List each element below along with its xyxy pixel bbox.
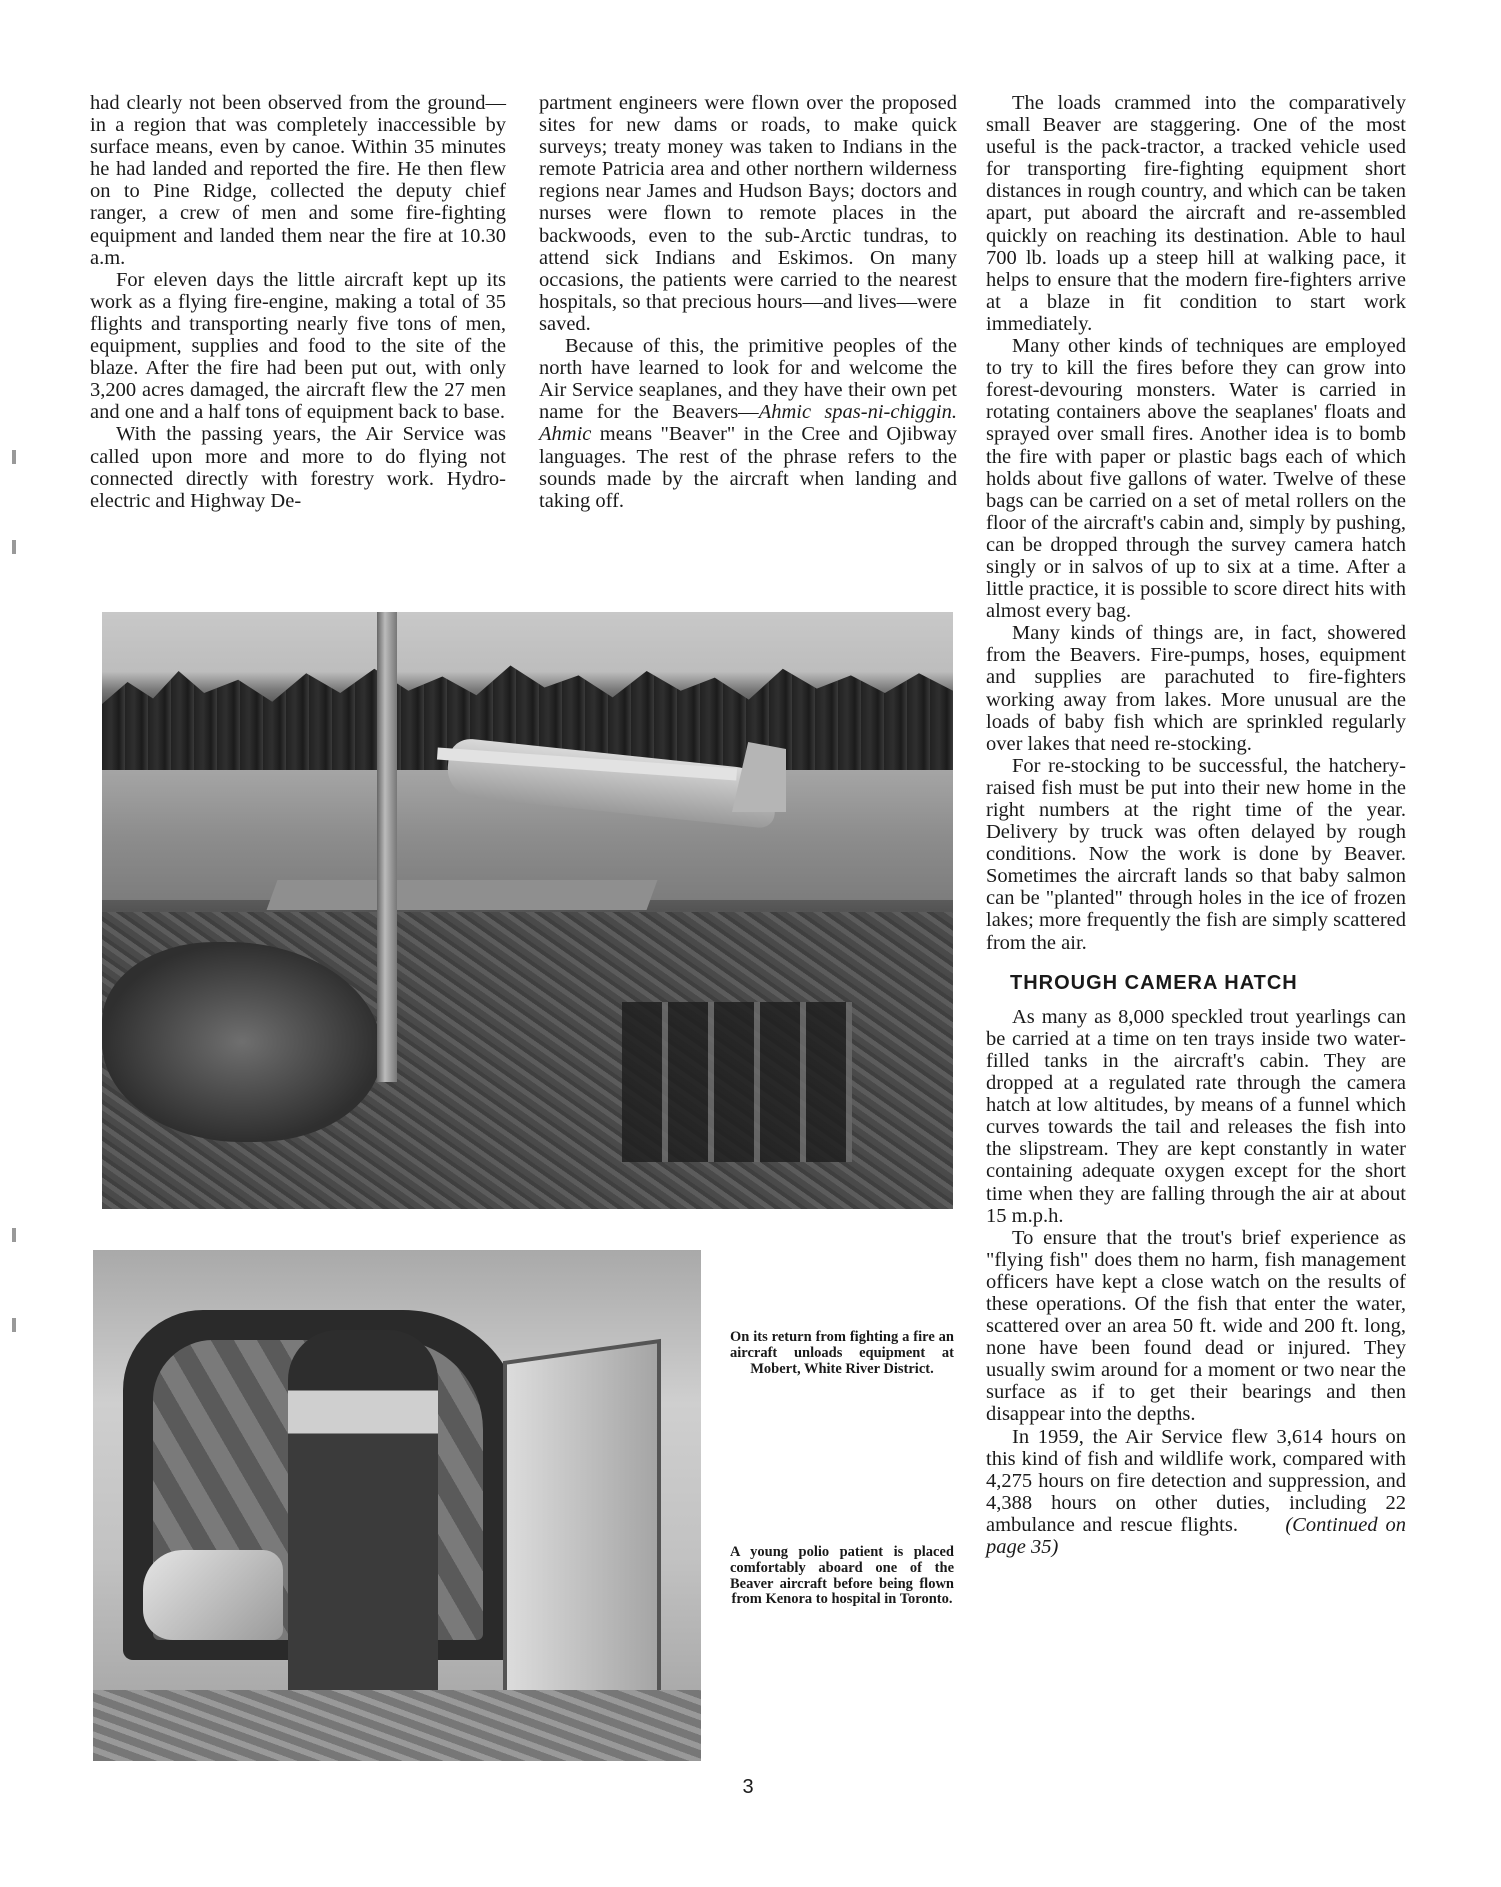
paragraph: As many as 8,000 speckled trout yearlings can be carried at a time on ten trays inside two water-filled tanks in the aircraft's cabin. They are dropped at a regulated rate through the camera hatch at low altitudes, by means of a funnel which curves towards the tail and releases the fish into the slipstream. They are kept constantly in water containing adequate oxygen except for the short time when they are falling through the air at about 15 m.p.h.: [986, 1005, 1406, 1227]
paragraph: [986, 1426, 1406, 1559]
italic-phrase: Ahmic spas-ni-chiggin.: [758, 401, 957, 424]
section-heading: THROUGH CAMERA HATCH: [1010, 971, 1298, 994]
paragraph: To ensure that the trout's brief experience as "flying fish" does them no harm, fish management officers have kept a close watch on the results of these operations. Of the fish that enter the water, scattered over an area 50 ft. wide and 200 ft. long, none have been found dead or injured. They usually swim around for a moment or two near the surface as if to get their bearings and then disappear into the depths.: [986, 1226, 1406, 1426]
paragraph: partment engineers were flown over the proposed sites for new dams or roads, to make quick surveys; treaty money was taken to Indians in the remote Patricia area and other northern wilderness regions near James and Hudson Bays; doctors and nurses were flown to remote places in the backwoods, even to the sub-Arctic tundras, to attend sick Indians and Eskimos. On many occasions, the patients were carried to the nearest hospitals, so that precious hours—and lives—were saved.: [539, 92, 957, 335]
dock: [267, 880, 658, 910]
scan-mark: [12, 1228, 16, 1242]
paragraph: With the passing years, the Air Service was called upon more and more to do flying not connected directly with forestry work. Hydro-electric and Highway De-: [90, 423, 506, 512]
paragraph: For eleven days the little aircraft kept up its work as a flying fire-engine, making a total of 35 flights and transporting nearly five tons of men, equipment, supplies and food to the site of the blaze. After the fire had been put out, with only 3,200 acres damaged, the aircraft flew the 27 men and one and a half tons of equipment back to base.: [90, 268, 506, 424]
continued-note: (Continued on page 35): [986, 1513, 1406, 1558]
photo-caption-plane: On its return from fighting a fire an aircraft unloads equipment at Mobert, White River District.: [730, 1329, 954, 1377]
scan-mark: [12, 450, 16, 464]
paragraph: The loads crammed into the comparatively small Beaver are staggering. One of the most useful is the pack-tractor, a tracked vehicle used for transporting fire-fighting equipment short distances in rough country, and which can be taken apart, put aboard the aircraft and re-assembled quickly on reaching its destination. Able to haul 700 lb. loads up a steep hill at walking pace, it helps to ensure that the modern fire-fighters arrive at a blaze in fit condition to start work immediately.: [986, 92, 1406, 335]
paragraph-text: means "Beaver" in the Cree and Ojibway languages. The rest of the phrase refers to the sounds made by the aircraft when landing and taking off.: [539, 423, 957, 512]
text-column-1: [90, 92, 506, 512]
open-door: [503, 1339, 661, 1719]
photo-caption-cabin: A young polio patient is placed comfortably aboard one of the Beaver aircraft before being flown from Kenora to hospital in Toronto.: [730, 1544, 954, 1608]
seaplane-unloading-photo: [102, 612, 953, 1209]
text-column-2: [539, 92, 957, 512]
patient: [143, 1550, 283, 1640]
fuel-cans: [622, 1002, 852, 1162]
paragraph: [539, 335, 957, 512]
text-column-3: [986, 92, 1406, 1558]
tree-pole: [377, 612, 397, 1082]
float-strut: [93, 1690, 701, 1761]
page-number: 3: [742, 1776, 754, 1798]
scan-mark: [12, 1318, 16, 1332]
patient-boarding-photo: [93, 1250, 701, 1761]
paragraph-text: Because of this, the primitive peoples of the north have learned to look for and welcome the Air Service seaplanes, and they have their own pet name for the Beavers—: [539, 335, 957, 424]
paragraph: had clearly not been observed from the ground—in a region that was completely inaccessible by surface means, even by canoe. Within 35 minutes he had landed and reported the fire. He then flew on to Pine Ridge, collected the deputy chief ranger, a crew of men and some fire-fighting equipment and landed them near the fire at 10.30 a.m.: [90, 92, 506, 269]
paragraph: Many kinds of things are, in fact, showered from the Beavers. Fire-pumps, hoses, equipment and supplies are parachuted to fire-fighters working away from lakes. More unusual are the loads of baby fish which are sprinkled regularly over lakes that need re-stocking.: [986, 622, 1406, 755]
paragraph: For re-stocking to be successful, the hatchery-raised fish must be put into their new home in the right numbers at the right time of the year. Delivery by truck was often delayed by rough conditions. Now the work is done by Beaver. Sometimes the aircraft lands so that baby salmon can be "planted" through holes in the ice of frozen lakes; more frequently the fish are simply scattered from the air.: [986, 754, 1406, 954]
italic-word: Ahmic: [539, 423, 592, 446]
paragraph: Many other kinds of techniques are employed to try to kill the fires before they can grow into forest-devouring monsters. Water is carried in rotating containers above the seaplanes' floats and sprayed over small fires. Another idea is to bomb the fire with paper or plastic bags each of which holds about five gallons of water. Twelve of these bags can be carried on a set of metal rollers on the floor of the aircraft's cabin and, simply by pushing, can be dropped through the survey camera hatch singly or in salvos of up to six at a time. After a little practice, it is possible to score direct hits with almost every bag.: [986, 335, 1406, 623]
paragraph-text: In 1959, the Air Service flew 3,614 hours on this kind of fish and wildlife work, compared with 4,275 hours on fire detection and suppression, and 4,388 hours on other duties, including 22 ambulance and rescue flights.: [986, 1425, 1406, 1536]
scan-mark: [12, 540, 16, 554]
